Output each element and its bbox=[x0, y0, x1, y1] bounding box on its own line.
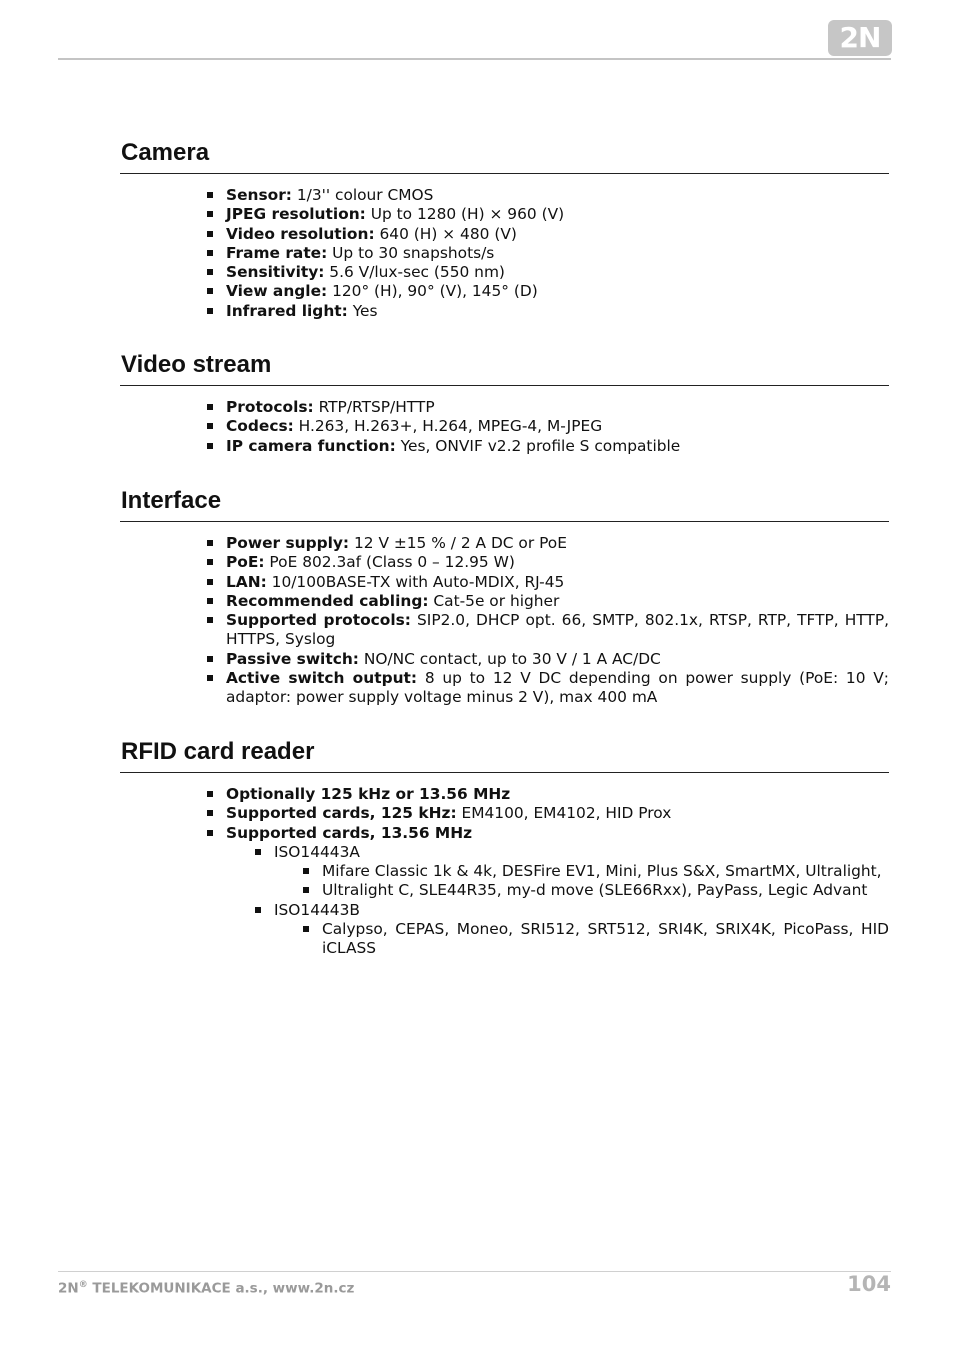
iso-standards-list bbox=[274, 843, 889, 959]
list-item bbox=[226, 824, 889, 959]
list-item bbox=[322, 862, 889, 881]
interface-spec-list bbox=[226, 534, 889, 708]
bullet-icon bbox=[207, 404, 213, 410]
bullet-icon bbox=[207, 443, 213, 449]
list-item bbox=[226, 437, 889, 456]
list-item bbox=[226, 225, 889, 244]
spec-label: LAN: bbox=[226, 572, 267, 591]
bullet-icon bbox=[207, 288, 213, 294]
spec-label: Supported cards, 125 kHz: bbox=[226, 804, 457, 823]
list-item bbox=[226, 650, 889, 669]
spec-label: Recommended cabling: bbox=[226, 591, 429, 610]
list-item bbox=[226, 244, 889, 263]
list-item bbox=[226, 302, 889, 321]
bullet-icon bbox=[255, 849, 261, 855]
card-types: Ultralight C, SLE44R35, my-d move (SLE66Rxx), PayPass, Legic Advant bbox=[322, 881, 868, 900]
footer-rule bbox=[58, 1271, 891, 1272]
section-interface bbox=[120, 486, 889, 708]
list-item-iso14443a bbox=[274, 843, 889, 901]
spec-value: 8 up to 12 V DC depending on power supply (PoE: 10 V; adaptor: power supply voltage minus 2 V), max 400 mA bbox=[226, 669, 889, 707]
spec-value: H.263, H.263+, H.264, MPEG-4, M-JPEG bbox=[293, 417, 603, 436]
spec-value: Yes, ONVIF v2.2 profile S compatible bbox=[395, 436, 681, 455]
section-camera bbox=[120, 138, 889, 321]
spec-label: Power supply: bbox=[226, 534, 350, 552]
iso14443a-cards-list bbox=[322, 862, 889, 901]
bullet-icon bbox=[207, 192, 213, 198]
list-item bbox=[226, 417, 889, 436]
section-rfid-card-reader bbox=[120, 737, 889, 959]
list-item bbox=[226, 592, 889, 611]
spec-label: JPEG resolution: bbox=[226, 205, 366, 224]
spec-label: Infrared light: bbox=[226, 301, 348, 320]
list-item bbox=[322, 920, 889, 959]
spec-value: Yes bbox=[347, 301, 378, 320]
spec-value: NO/NC contact, up to 30 V / 1 A AC/DC bbox=[358, 649, 661, 668]
spec-value: 12 V ±15 % / 2 A DC or PoE bbox=[349, 534, 567, 552]
bullet-icon bbox=[207, 423, 213, 429]
bullet-icon bbox=[303, 887, 309, 893]
spec-value: 1/3'' colour CMOS bbox=[291, 186, 434, 204]
list-item-iso14443b bbox=[274, 901, 889, 959]
list-item bbox=[226, 282, 889, 301]
spec-label: Supported protocols: bbox=[226, 611, 411, 630]
spec-label: Sensor: bbox=[226, 186, 292, 204]
spec-label: Passive switch: bbox=[226, 649, 359, 668]
card-types: Calypso, CEPAS, Moneo, SRI512, SRT512, SRI4K, SRIX4K, PicoPass, HID iCLASS bbox=[322, 920, 889, 958]
section-title-video-stream: Video stream bbox=[120, 350, 889, 386]
spec-value: 5.6 V/lux-sec (550 nm) bbox=[324, 263, 505, 282]
bullet-icon bbox=[255, 907, 261, 913]
spec-value: PoE 802.3af (Class 0 – 12.95 W) bbox=[264, 553, 515, 572]
bullet-icon bbox=[207, 540, 213, 546]
spec-value: 640 (H) × 480 (V) bbox=[374, 224, 517, 243]
spec-label: Optionally 125 kHz or 13.56 MHz bbox=[226, 785, 511, 803]
list-item bbox=[226, 804, 889, 823]
rfid-spec-list bbox=[226, 785, 889, 959]
section-title-interface: Interface bbox=[120, 486, 889, 522]
header-rule bbox=[58, 58, 891, 60]
bullet-icon bbox=[207, 559, 213, 565]
footer-company-text: TELEKOMUNIKACE a.s., www.2n.cz bbox=[87, 1280, 355, 1297]
spec-value: 120° (H), 90° (V), 145° (D) bbox=[327, 282, 538, 301]
spec-label: Protocols: bbox=[226, 398, 314, 416]
list-item bbox=[226, 573, 889, 592]
section-title-rfid: RFID card reader bbox=[120, 737, 889, 773]
spec-label: View angle: bbox=[226, 282, 328, 301]
list-item bbox=[226, 534, 889, 553]
spec-label: Frame rate: bbox=[226, 243, 328, 262]
list-item bbox=[226, 263, 889, 282]
spec-value: RTP/RTSP/HTTP bbox=[313, 398, 435, 416]
bullet-icon bbox=[207, 810, 213, 816]
spec-label: Video resolution: bbox=[226, 224, 375, 243]
bullet-icon bbox=[303, 868, 309, 874]
spec-label: Supported cards, 13.56 MHz bbox=[226, 823, 473, 842]
bullet-icon bbox=[207, 656, 213, 662]
bullet-icon bbox=[207, 791, 213, 797]
video-stream-spec-list bbox=[226, 398, 889, 456]
bullet-icon bbox=[207, 675, 213, 681]
list-item bbox=[226, 205, 889, 224]
list-item bbox=[226, 611, 889, 650]
list-item bbox=[226, 669, 889, 708]
page-number: 104 bbox=[847, 1272, 891, 1296]
spec-label: PoE: bbox=[226, 553, 265, 572]
bullet-icon bbox=[207, 579, 213, 585]
bullet-icon bbox=[207, 308, 213, 314]
list-item bbox=[226, 186, 889, 205]
standard-label: ISO14443B bbox=[274, 900, 360, 919]
list-item bbox=[226, 398, 889, 417]
bullet-icon bbox=[207, 830, 213, 836]
list-item bbox=[322, 881, 889, 900]
footer-brand: 2N bbox=[58, 1280, 79, 1297]
company-logo: 2N bbox=[828, 20, 892, 56]
spec-label: Codecs: bbox=[226, 417, 294, 436]
standard-label: ISO14443A bbox=[274, 842, 360, 861]
bullet-icon bbox=[207, 231, 213, 237]
iso14443b-cards-list bbox=[322, 920, 889, 959]
list-item bbox=[226, 553, 889, 572]
card-types: Mifare Classic 1k & 4k, DESFire EV1, Mini, Plus S&X, SmartMX, Ultralight, bbox=[322, 862, 882, 881]
bullet-icon bbox=[207, 250, 213, 256]
spec-value: Up to 30 snapshots/s bbox=[327, 243, 495, 262]
spec-value: Up to 1280 (H) × 960 (V) bbox=[365, 205, 565, 224]
section-title-camera: Camera bbox=[120, 138, 889, 174]
bullet-icon bbox=[207, 211, 213, 217]
bullet-icon bbox=[207, 269, 213, 275]
section-video-stream bbox=[120, 350, 889, 456]
spec-label: Sensitivity: bbox=[226, 263, 325, 282]
bullet-icon bbox=[303, 926, 309, 932]
spec-label: Active switch output: bbox=[226, 669, 418, 688]
registered-mark: ® bbox=[78, 1280, 88, 1290]
bullet-icon bbox=[207, 617, 213, 623]
list-item bbox=[226, 785, 889, 804]
bullet-icon bbox=[207, 598, 213, 604]
camera-spec-list bbox=[226, 186, 889, 321]
spec-label: IP camera function: bbox=[226, 436, 396, 455]
spec-value: SIP2.0, DHCP opt. 66, SMTP, 802.1x, RTSP, RTP, TFTP, HTTP, HTTPS, Syslog bbox=[226, 611, 889, 649]
spec-value: Cat-5e or higher bbox=[428, 591, 560, 610]
spec-value: EM4100, EM4102, HID Prox bbox=[456, 804, 672, 823]
spec-value: 10/100BASE-TX with Auto-MDIX, RJ-45 bbox=[266, 572, 565, 591]
footer-company bbox=[58, 1280, 354, 1297]
